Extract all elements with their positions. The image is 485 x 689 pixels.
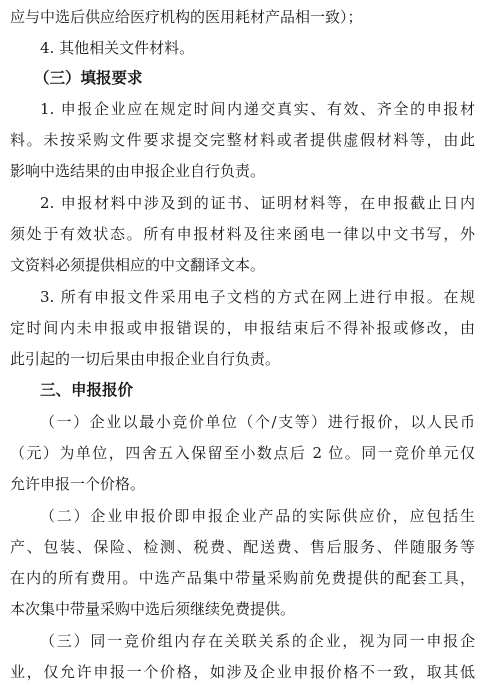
- paragraph-line: （三）同一竞价组内存在关联关系的企业，视为同一申报企: [40, 632, 475, 650]
- paragraph-line: 须处于有效状态。所有申报材料及往来函电一律以中文书写，外: [10, 225, 475, 243]
- paragraph-line: （元）为单位，四舍五入保留至小数点后 2 位。同一竞价单元仅: [10, 444, 475, 462]
- paragraph-line: 此引起的一切后果由申报企业自行负责。: [10, 350, 281, 368]
- paragraph-line: （二）企业申报价即申报企业产品的实际供应价，应包括生: [40, 507, 475, 525]
- paragraph-line: 业，仅允许申报一个价格，如涉及企业申报价格不一致，取其低: [10, 663, 475, 681]
- paragraph-line: 定时间内未申报或申报错误的，申报结束后不得补报或修改，由: [10, 319, 475, 337]
- section-heading: 三、申报报价: [40, 381, 134, 399]
- paragraph-line: 2. 申报材料中涉及到的证书、证明材料等，在申报截止日内: [40, 194, 475, 212]
- paragraph-line: 1. 申报企业应在规定时间内递交真实、有效、齐全的申报材: [40, 100, 475, 118]
- paragraph-line: 文资料必须提供相应的中文翻译文本。: [10, 256, 266, 274]
- paragraph-line: 影响中选结果的由申报企业自行负责。: [10, 162, 266, 180]
- text-line: 应与中选后供应给医疗机构的医用耗材产品相一致）；: [10, 8, 363, 26]
- paragraph-line: 本次集中带量采购中选后须继续免费提供。: [10, 600, 296, 618]
- section-heading: （三）填报要求: [34, 69, 143, 87]
- paragraph-line: 在内的所有费用。中选产品集中带量采购前免费提供的配套工具，: [10, 569, 475, 587]
- paragraph-line: 产、包装、保险、检测、税费、配送费、售后服务、伴随服务等: [10, 538, 475, 556]
- paragraph-line: 3. 所有申报文件采用电子文档的方式在网上进行申报。在规: [40, 288, 475, 306]
- paragraph-line: 料。未按采购文件要求提交完整材料或者提供虚假材料等，由此: [10, 131, 475, 149]
- paragraph-line: （一）企业以最小竞价单位（个/支等）进行报价，以人民币: [40, 413, 475, 431]
- paragraph-line: 允许申报一个价格。: [10, 475, 146, 493]
- list-item: 4. 其他相关文件材料。: [40, 39, 195, 57]
